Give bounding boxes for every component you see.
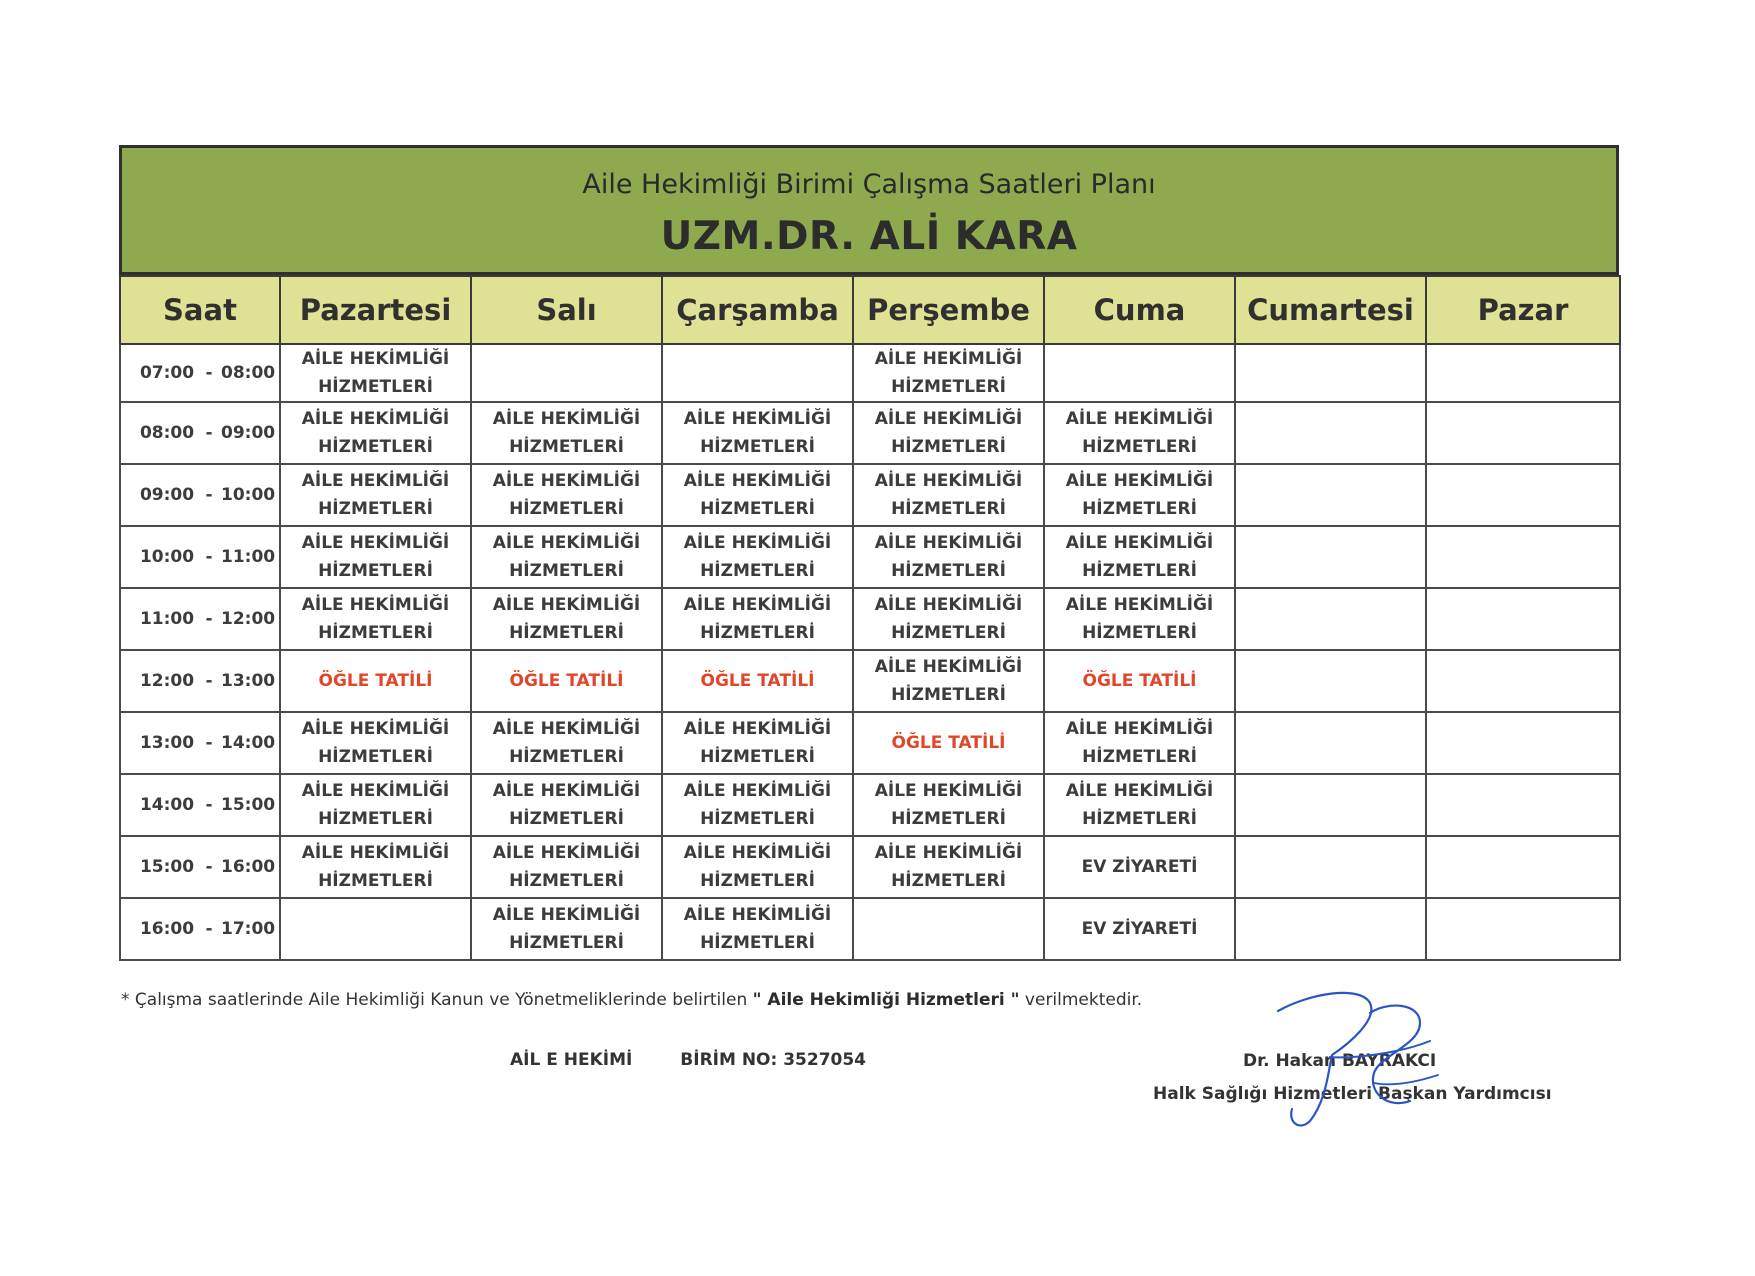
- schedule-cell: [853, 526, 1044, 588]
- cell-label: AİLE HEKİMLİĞİ HİZMETLERİ: [683, 595, 832, 643]
- time-slot: [120, 464, 280, 526]
- cell-label: AİLE HEKİMLİĞİ HİZMETLERİ: [492, 781, 641, 829]
- schedule-cell: [1426, 712, 1620, 774]
- schedule-cell: [662, 588, 853, 650]
- time-slot: [120, 588, 280, 650]
- unit-number: BİRİM NO: 3527054: [680, 1050, 867, 1070]
- schedule-cell: [1426, 898, 1620, 960]
- schedule-cell: [853, 774, 1044, 836]
- cell-label: AİLE HEKİMLİĞİ HİZMETLERİ: [1065, 781, 1214, 829]
- signatory-title: Halk Sağlığı Hizmetleri Başkan Yardımcısı: [1153, 1084, 1552, 1104]
- schedule-cell: [662, 344, 853, 402]
- time-from: 11:00: [139, 609, 195, 629]
- cell-label: EV ZİYARETİ: [1081, 919, 1198, 939]
- cell-label: AİLE HEKİMLİĞİ HİZMETLERİ: [301, 843, 450, 891]
- time-slot: [120, 774, 280, 836]
- schedule-table: [119, 275, 1621, 961]
- schedule-cell: [471, 836, 662, 898]
- table-header-row: [120, 276, 1620, 344]
- schedule-cell: [280, 712, 471, 774]
- time-separator: -: [205, 547, 213, 567]
- time-slot: [120, 898, 280, 960]
- schedule-cell: [853, 712, 1044, 774]
- column-header: Çarşamba: [662, 276, 853, 344]
- time-from: 12:00: [139, 671, 195, 691]
- time-to: 17:00: [221, 919, 276, 939]
- cell-label: AİLE HEKİMLİĞİ HİZMETLERİ: [1065, 719, 1214, 767]
- time-from: 08:00: [139, 423, 195, 443]
- plan-title: Aile Hekimliği Birimi Çalışma Saatleri Planı: [582, 169, 1156, 200]
- cell-label: AİLE HEKİMLİĞİ HİZMETLERİ: [301, 595, 450, 643]
- schedule-cell: [280, 898, 471, 960]
- time-to: 09:00: [221, 423, 276, 443]
- schedule-cell: [280, 774, 471, 836]
- schedule-cell: [1235, 344, 1426, 402]
- time-separator: -: [205, 423, 213, 443]
- schedule-cell: [1235, 712, 1426, 774]
- column-header: Salı: [471, 276, 662, 344]
- lunch-break-label: ÖĞLE TATİLİ: [1082, 671, 1197, 691]
- schedule-cell: [1044, 402, 1235, 464]
- footnote-end: verilmektedir.: [1019, 990, 1143, 1010]
- time-separator: -: [205, 671, 213, 691]
- schedule-cell: [1044, 712, 1235, 774]
- cell-label: AİLE HEKİMLİĞİ HİZMETLERİ: [874, 843, 1023, 891]
- schedule-cell: [471, 650, 662, 712]
- time-separator: -: [205, 919, 213, 939]
- time-slot: [120, 526, 280, 588]
- schedule-cell: [280, 464, 471, 526]
- schedule-cell: [1235, 526, 1426, 588]
- time-from: 07:00: [139, 363, 195, 383]
- time-from: 09:00: [139, 485, 195, 505]
- column-header: Pazar: [1426, 276, 1620, 344]
- time-to: 10:00: [221, 485, 276, 505]
- title-block: [119, 145, 1619, 275]
- time-to: 08:00: [221, 363, 276, 383]
- time-to: 15:00: [221, 795, 276, 815]
- time-from: 16:00: [139, 919, 195, 939]
- table-row: [120, 898, 1620, 960]
- cell-label: AİLE HEKİMLİĞİ HİZMETLERİ: [683, 843, 832, 891]
- time-slot: [120, 402, 280, 464]
- schedule-cell: [1044, 588, 1235, 650]
- cell-label: AİLE HEKİMLİĞİ HİZMETLERİ: [683, 905, 832, 953]
- cell-label: AİLE HEKİMLİĞİ HİZMETLERİ: [492, 719, 641, 767]
- schedule-cell: [280, 526, 471, 588]
- schedule-cell: [280, 836, 471, 898]
- time-slot: [120, 712, 280, 774]
- table-row: [120, 402, 1620, 464]
- schedule-cell: [662, 774, 853, 836]
- cell-label: AİLE HEKİMLİĞİ HİZMETLERİ: [492, 409, 641, 457]
- cell-label: AİLE HEKİMLİĞİ HİZMETLERİ: [301, 349, 450, 397]
- handwritten-signature: [1270, 983, 1445, 1133]
- column-header: Pazartesi: [280, 276, 471, 344]
- schedule-cell: [1235, 588, 1426, 650]
- time-to: 16:00: [221, 857, 276, 877]
- unit-info: [510, 1050, 908, 1070]
- schedule-cell: [853, 836, 1044, 898]
- lunch-break-label: ÖĞLE TATİLİ: [891, 733, 1006, 753]
- schedule-cell: [280, 650, 471, 712]
- schedule-sheet: [119, 145, 1619, 961]
- table-row: [120, 712, 1620, 774]
- cell-label: AİLE HEKİMLİĞİ HİZMETLERİ: [683, 471, 832, 519]
- table-row: [120, 344, 1620, 402]
- table-row: [120, 526, 1620, 588]
- cell-label: AİLE HEKİMLİĞİ HİZMETLERİ: [874, 533, 1023, 581]
- schedule-cell: [1044, 774, 1235, 836]
- cell-label: AİLE HEKİMLİĞİ HİZMETLERİ: [492, 595, 641, 643]
- schedule-cell: [853, 588, 1044, 650]
- time-from: 14:00: [139, 795, 195, 815]
- doctor-name: UZM.DR. ALİ KARA: [660, 214, 1078, 259]
- unit-role: AİL E HEKİMİ: [510, 1050, 633, 1070]
- cell-label: AİLE HEKİMLİĞİ HİZMETLERİ: [683, 781, 832, 829]
- schedule-cell: [471, 402, 662, 464]
- schedule-cell: [1235, 402, 1426, 464]
- cell-label: AİLE HEKİMLİĞİ HİZMETLERİ: [301, 781, 450, 829]
- schedule-cell: [662, 464, 853, 526]
- cell-label: AİLE HEKİMLİĞİ HİZMETLERİ: [301, 471, 450, 519]
- signatory-name: Dr. Hakan BAYRAKCI: [1243, 1051, 1437, 1071]
- schedule-cell: [1426, 836, 1620, 898]
- table-body: [120, 344, 1620, 960]
- footnote-emphasis: " Aile Hekimliği Hizmetleri ": [752, 990, 1020, 1010]
- schedule-cell: [1044, 344, 1235, 402]
- schedule-cell: [662, 650, 853, 712]
- table-row: [120, 774, 1620, 836]
- schedule-cell: [1044, 526, 1235, 588]
- schedule-cell: [662, 402, 853, 464]
- time-to: 12:00: [221, 609, 276, 629]
- cell-label: AİLE HEKİMLİĞİ HİZMETLERİ: [874, 409, 1023, 457]
- cell-label: AİLE HEKİMLİĞİ HİZMETLERİ: [492, 533, 641, 581]
- schedule-cell: [1235, 898, 1426, 960]
- time-slot: [120, 836, 280, 898]
- schedule-cell: [1235, 774, 1426, 836]
- schedule-cell: [662, 836, 853, 898]
- column-header: Cumartesi: [1235, 276, 1426, 344]
- cell-label: AİLE HEKİMLİĞİ HİZMETLERİ: [301, 533, 450, 581]
- schedule-cell: [1426, 344, 1620, 402]
- time-slot: [120, 344, 280, 402]
- schedule-cell: [853, 402, 1044, 464]
- schedule-cell: [853, 898, 1044, 960]
- schedule-cell: [471, 588, 662, 650]
- schedule-cell: [280, 588, 471, 650]
- cell-label: EV ZİYARETİ: [1081, 857, 1198, 877]
- column-header: Perşembe: [853, 276, 1044, 344]
- cell-label: AİLE HEKİMLİĞİ HİZMETLERİ: [301, 719, 450, 767]
- schedule-cell: [1044, 464, 1235, 526]
- table-row: [120, 464, 1620, 526]
- schedule-cell: [280, 344, 471, 402]
- schedule-cell: [1235, 464, 1426, 526]
- schedule-cell: [1426, 588, 1620, 650]
- cell-label: AİLE HEKİMLİĞİ HİZMETLERİ: [492, 843, 641, 891]
- time-to: 11:00: [221, 547, 276, 567]
- cell-label: AİLE HEKİMLİĞİ HİZMETLERİ: [492, 471, 641, 519]
- schedule-cell: [1044, 836, 1235, 898]
- lunch-break-label: ÖĞLE TATİLİ: [700, 671, 815, 691]
- schedule-cell: [853, 344, 1044, 402]
- schedule-cell: [662, 526, 853, 588]
- schedule-cell: [853, 650, 1044, 712]
- table-row: [120, 588, 1620, 650]
- schedule-cell: [471, 526, 662, 588]
- table-row: [120, 650, 1620, 712]
- time-separator: -: [205, 485, 213, 505]
- cell-label: AİLE HEKİMLİĞİ HİZMETLERİ: [683, 409, 832, 457]
- column-header: Saat: [120, 276, 280, 344]
- schedule-cell: [1426, 526, 1620, 588]
- time-from: 13:00: [139, 733, 195, 753]
- cell-label: AİLE HEKİMLİĞİ HİZMETLERİ: [683, 533, 832, 581]
- time-to: 13:00: [221, 671, 276, 691]
- schedule-cell: [1235, 836, 1426, 898]
- schedule-cell: [471, 712, 662, 774]
- footnote: [121, 990, 1142, 1010]
- time-from: 10:00: [139, 547, 195, 567]
- time-from: 15:00: [139, 857, 195, 877]
- time-to: 14:00: [221, 733, 276, 753]
- cell-label: AİLE HEKİMLİĞİ HİZMETLERİ: [1065, 533, 1214, 581]
- schedule-cell: [662, 898, 853, 960]
- time-separator: -: [205, 857, 213, 877]
- time-separator: -: [205, 733, 213, 753]
- schedule-cell: [1044, 898, 1235, 960]
- schedule-cell: [1426, 650, 1620, 712]
- time-slot: [120, 650, 280, 712]
- column-header: Cuma: [1044, 276, 1235, 344]
- cell-label: AİLE HEKİMLİĞİ HİZMETLERİ: [874, 781, 1023, 829]
- schedule-cell: [662, 712, 853, 774]
- lunch-break-label: ÖĞLE TATİLİ: [509, 671, 624, 691]
- footnote-text: * Çalışma saatlerinde Aile Hekimliği Kanun ve Yönetmeliklerinde belirtilen: [121, 990, 753, 1010]
- cell-label: AİLE HEKİMLİĞİ HİZMETLERİ: [874, 657, 1023, 705]
- cell-label: AİLE HEKİMLİĞİ HİZMETLERİ: [683, 719, 832, 767]
- time-separator: -: [205, 363, 213, 383]
- cell-label: AİLE HEKİMLİĞİ HİZMETLERİ: [874, 471, 1023, 519]
- schedule-cell: [471, 774, 662, 836]
- schedule-cell: [1426, 402, 1620, 464]
- time-separator: -: [205, 609, 213, 629]
- cell-label: AİLE HEKİMLİĞİ HİZMETLERİ: [492, 905, 641, 953]
- cell-label: AİLE HEKİMLİĞİ HİZMETLERİ: [874, 595, 1023, 643]
- schedule-cell: [853, 464, 1044, 526]
- schedule-cell: [1235, 650, 1426, 712]
- schedule-cell: [471, 344, 662, 402]
- cell-label: AİLE HEKİMLİĞİ HİZMETLERİ: [301, 409, 450, 457]
- schedule-cell: [471, 898, 662, 960]
- cell-label: AİLE HEKİMLİĞİ HİZMETLERİ: [1065, 409, 1214, 457]
- cell-label: AİLE HEKİMLİĞİ HİZMETLERİ: [874, 349, 1023, 397]
- table-row: [120, 836, 1620, 898]
- cell-label: AİLE HEKİMLİĞİ HİZMETLERİ: [1065, 595, 1214, 643]
- schedule-cell: [1426, 774, 1620, 836]
- cell-label: AİLE HEKİMLİĞİ HİZMETLERİ: [1065, 471, 1214, 519]
- time-separator: -: [205, 795, 213, 815]
- schedule-cell: [1044, 650, 1235, 712]
- schedule-cell: [1426, 464, 1620, 526]
- lunch-break-label: ÖĞLE TATİLİ: [318, 671, 433, 691]
- schedule-cell: [471, 464, 662, 526]
- schedule-cell: [280, 402, 471, 464]
